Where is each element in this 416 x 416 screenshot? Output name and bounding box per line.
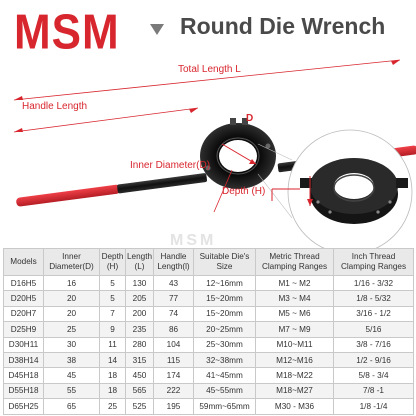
cell-inch-thread: 7/8 -1 [334, 383, 414, 398]
cell-inner-diameter: 20 [44, 306, 100, 321]
d-marker-label: D [246, 113, 254, 124]
total-length-label: Total Length L [178, 64, 241, 75]
cell-depth: 11 [100, 337, 126, 352]
table-row [4, 306, 414, 321]
cell-handle-length: 86 [154, 322, 194, 337]
table-row [4, 322, 414, 337]
depth-label: Depth (H) [222, 186, 266, 197]
header-metric-thread: Metric Thread Clamping Ranges [256, 249, 334, 276]
header-die-size: Suitable Die's Size [194, 249, 256, 276]
cell-inner-diameter: 38 [44, 352, 100, 367]
header-inner-diameter: Inner Diameter(D) [44, 249, 100, 276]
cell-die-size: 15~20mm [194, 291, 256, 306]
cell-die-size: 32~38mm [194, 352, 256, 367]
header-models: Models [4, 249, 44, 276]
watermark-logo: MSM [170, 232, 217, 249]
table-row [4, 399, 414, 414]
cell-handle-length: 43 [154, 276, 194, 291]
cell-die-size: 12~16mm [194, 276, 256, 291]
cell-inner-diameter: 55 [44, 383, 100, 398]
header-depth: Depth (H) [100, 249, 126, 276]
left-handle [16, 173, 208, 207]
cell-die-size: 15~20mm [194, 306, 256, 321]
cell-depth: 7 [100, 306, 126, 321]
spec-table [3, 248, 414, 415]
handle-length-label: Handle Length [22, 101, 88, 112]
cell-metric-thread: M18~M27 [256, 383, 334, 398]
cell-inch-thread: 5/8 - 3/4 [334, 368, 414, 383]
product-illustration [0, 56, 416, 250]
cell-inch-thread: 1/16 - 3/32 [334, 276, 414, 291]
cell-inner-diameter: 16 [44, 276, 100, 291]
cell-inner-diameter: 30 [44, 337, 100, 352]
table-header-row [4, 249, 414, 276]
cell-metric-thread: M10~M11 [256, 337, 334, 352]
cell-length: 450 [126, 368, 154, 383]
cell-model: D38H14 [4, 352, 44, 367]
header [0, 0, 416, 64]
cell-depth: 9 [100, 322, 126, 337]
dropdown-triangle-icon [150, 24, 164, 35]
product-title: Round Die Wrench [180, 13, 386, 39]
cell-inner-diameter: 25 [44, 322, 100, 337]
cell-length: 315 [126, 352, 154, 367]
header-inch-thread: Inch Thread Clamping Ranges [334, 249, 414, 276]
cell-inner-diameter: 20 [44, 291, 100, 306]
cell-inch-thread: 1/8 -1/4 [334, 399, 414, 414]
cell-inch-thread: 1/2 - 9/16 [334, 352, 414, 367]
cell-metric-thread: M7 ~ M9 [256, 322, 334, 337]
header-length: Length (L) [126, 249, 154, 276]
cell-depth: 25 [100, 399, 126, 414]
cell-length: 200 [126, 306, 154, 321]
cell-inner-diameter: 45 [44, 368, 100, 383]
cell-model: D55H18 [4, 383, 44, 398]
cell-inner-diameter: 65 [44, 399, 100, 414]
die-wrench-drawing [0, 56, 416, 250]
cell-handle-length: 74 [154, 306, 194, 321]
header-handle-length: Handle Length(l) [154, 249, 194, 276]
table-row [4, 276, 414, 291]
cell-length: 205 [126, 291, 154, 306]
cell-depth: 5 [100, 291, 126, 306]
table-row [4, 383, 414, 398]
cell-model: D45H18 [4, 368, 44, 383]
table-row [4, 337, 414, 352]
cell-handle-length: 115 [154, 352, 194, 367]
cell-length: 235 [126, 322, 154, 337]
cell-depth: 18 [100, 368, 126, 383]
cell-model: D25H9 [4, 322, 44, 337]
cell-inch-thread: 1/8 - 5/32 [334, 291, 414, 306]
cell-model: D20H5 [4, 291, 44, 306]
cell-metric-thread: M5 ~ M6 [256, 306, 334, 321]
inner-diameter-label: Inner Diameter(D) [130, 160, 211, 171]
cell-handle-length: 222 [154, 383, 194, 398]
detail-inset [258, 130, 412, 250]
cell-handle-length: 77 [154, 291, 194, 306]
brand-logo: MSM [14, 4, 120, 60]
cell-inch-thread: 3/8 - 7/16 [334, 337, 414, 352]
cell-model: D30H11 [4, 337, 44, 352]
cell-handle-length: 174 [154, 368, 194, 383]
cell-model: D65H25 [4, 399, 44, 414]
table-row [4, 352, 414, 367]
cell-metric-thread: M1 ~ M2 [256, 276, 334, 291]
cell-depth: 14 [100, 352, 126, 367]
cell-metric-thread: M30 - M36 [256, 399, 334, 414]
cell-model: D20H7 [4, 306, 44, 321]
cell-inch-thread: 3/16 - 1/2 [334, 306, 414, 321]
cell-handle-length: 104 [154, 337, 194, 352]
cell-metric-thread: M12~M16 [256, 352, 334, 367]
table-row [4, 291, 414, 306]
cell-metric-thread: M18~M22 [256, 368, 334, 383]
cell-length: 280 [126, 337, 154, 352]
cell-length: 525 [126, 399, 154, 414]
cell-die-size: 41~45mm [194, 368, 256, 383]
cell-die-size: 59mm~65mm [194, 399, 256, 414]
cell-depth: 18 [100, 383, 126, 398]
cell-die-size: 25~30mm [194, 337, 256, 352]
cell-metric-thread: M3 ~ M4 [256, 291, 334, 306]
cell-handle-length: 195 [154, 399, 194, 414]
cell-depth: 5 [100, 276, 126, 291]
table-row [4, 368, 414, 383]
cell-length: 565 [126, 383, 154, 398]
cell-inch-thread: 5/16 [334, 322, 414, 337]
cell-die-size: 20~25mm [194, 322, 256, 337]
cell-die-size: 45~55mm [194, 383, 256, 398]
cell-model: D16H5 [4, 276, 44, 291]
cell-length: 130 [126, 276, 154, 291]
